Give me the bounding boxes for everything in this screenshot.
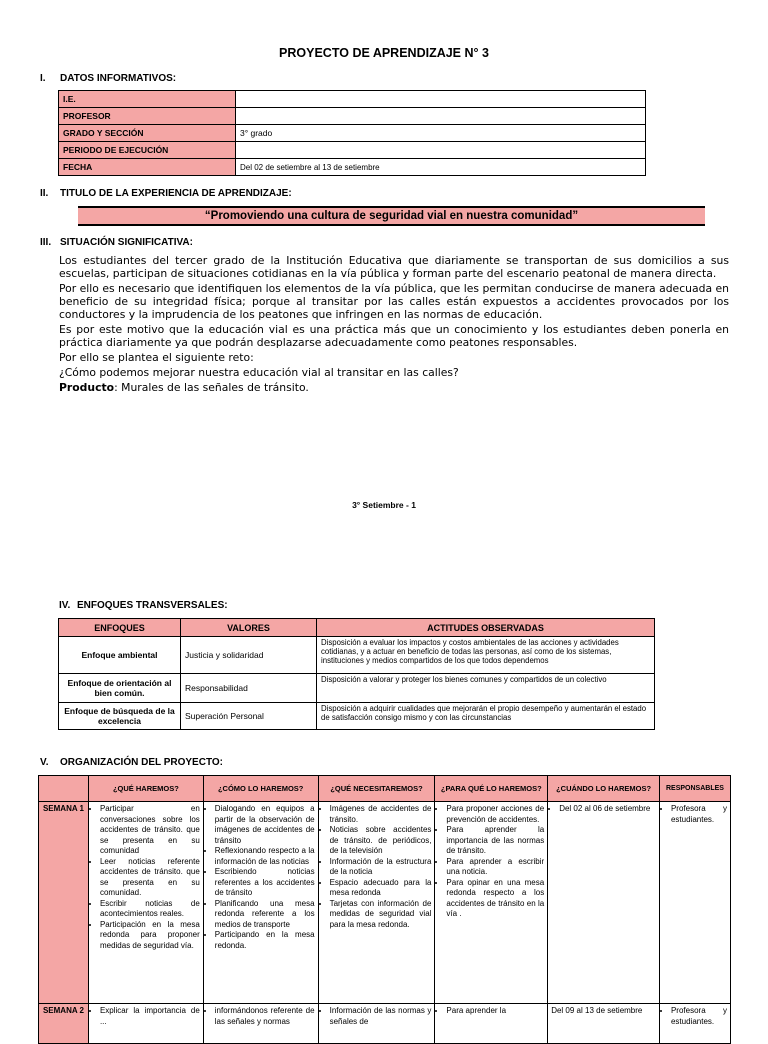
enfoque-actitud: Disposición a valorar y proteger los bienes comunes y compartidos de un colectivo <box>317 674 655 703</box>
table-row <box>39 802 731 1004</box>
cell-necesitaremos <box>318 802 435 1004</box>
col-header-cuando: ¿CUÁNDO LO HAREMOS? <box>548 776 660 802</box>
col-header-que: ¿QUÉ HAREMOS? <box>88 776 203 802</box>
enfoque-valor: Justicia y solidaridad <box>181 637 317 674</box>
section-label: DATOS INFORMATIVOS: <box>60 73 177 84</box>
list-item: • Para opinar en una mesa redonda respecto a los accidentes de tránsito en la vía . <box>446 878 544 920</box>
list-item: • Reflexionando respecto a la información de las noticias <box>215 846 315 867</box>
list-item: • Explicar la importancia de ... <box>100 1006 200 1027</box>
experience-title-banner: “Promoviendo una cultura de seguridad vial en nuestra comunidad” <box>78 206 705 226</box>
list-item: • Dialogando en equipos a partir de la observación de imágenes de accidentes de tránsito <box>215 804 315 846</box>
enfoque-valor: Responsabilidad <box>181 674 317 703</box>
list-item: • Leer noticias referente accidentes de tránsito. que se presenta en su comunidad. <box>100 857 200 899</box>
table-row <box>59 637 655 674</box>
list-item: • Imágenes de accidentes de tránsito. <box>330 804 432 825</box>
challenge-question: ¿Cómo podemos mejorar nuestra educación vial al transitar en las calles? <box>59 366 459 379</box>
col-header-week <box>39 776 89 802</box>
list-item: • Escribir noticias de acontecimientos reales. <box>100 899 200 920</box>
info-row-fecha <box>59 159 646 176</box>
list-item: • Escribiendo noticias referentes a los accidentes de tránsito <box>215 867 315 899</box>
section-label: SITUACIÓN SIGNIFICATIVA: <box>60 237 193 248</box>
table-row <box>59 674 655 703</box>
list <box>438 804 544 920</box>
organization-table <box>38 775 731 1044</box>
col-header-actitudes: ACTITUDES OBSERVADAS <box>317 619 655 637</box>
section-label: TITULO DE LA EXPERIENCIA DE APRENDIZAJE: <box>60 188 292 199</box>
enfoque-valor: Superación Personal <box>181 703 317 730</box>
cell-como <box>203 802 318 1004</box>
list <box>438 1006 544 1017</box>
info-value: Del 02 de setiembre al 13 de setiembre <box>236 159 646 176</box>
list-item: • Tarjetas con información de medidas de seguridad vial para la mesa redonda. <box>330 899 432 931</box>
enfoque-name: Enfoque ambiental <box>59 637 181 674</box>
page-footer-note: 3° Setiembre - 1 <box>352 500 416 510</box>
section-number: IV. <box>59 600 71 611</box>
col-header-responsables: RESPONSABLES <box>659 776 730 802</box>
list-item: • Participar en conversaciones sobre los accidentes de tránsito. que se presenta en su comunidad <box>100 804 200 857</box>
page-title: PROYECTO DE APRENDIZAJE N° 3 <box>279 46 489 60</box>
section-organizacion <box>40 757 223 768</box>
list-item: • Participando en la mesa redonda. <box>215 930 315 951</box>
info-value <box>236 108 646 125</box>
enfoques-table <box>58 618 655 730</box>
section-titulo <box>40 188 292 199</box>
org-header-row <box>39 776 731 802</box>
list-item: • Planificando una mesa redonda referente a los medios de transporte <box>215 899 315 931</box>
section-label: ENFOQUES TRANSVERSALES: <box>77 600 228 611</box>
list-item: • Información de la estructura de la noticia <box>330 857 432 878</box>
info-label: FECHA <box>59 159 236 176</box>
col-header-necesitaremos: ¿QUÉ NECESITAREMOS? <box>318 776 435 802</box>
product-line <box>59 381 729 394</box>
list-item: • Para aprender la importancia de las normas de tránsito. <box>446 825 544 857</box>
situation-paragraph: Por ello es necesario que identifiquen los elementos de la vía pública, que les permitan conducirse de manera adecuada en beneficio de su integridad física; porque al transitar por las calles están expuestos a accidentes provocados por los conductores y la imprudencia de los peatones que infringen en las normas de educación. <box>59 282 729 321</box>
info-label: PERIODO DE EJECUCIÓN <box>59 142 236 159</box>
info-label: I.E. <box>59 91 236 108</box>
list-item: • Para aprender a escribir una noticia. <box>446 857 544 878</box>
col-header-enfoques: ENFOQUES <box>59 619 181 637</box>
list-item: • Noticias sobre accidentes de tránsito. de periódicos, de la televisión <box>330 825 432 857</box>
enfoque-actitud: Disposición a adquirir cualidades que mejorarán el propio desempeño y aumentarán el estado de satisfacción consigo mismo y con las circunstancias <box>317 703 655 730</box>
info-row-profesor <box>59 108 646 125</box>
info-table <box>58 90 646 176</box>
situation-paragraph: Los estudiantes del tercer grado de la Institución Educativa que diariamente se transportan de sus domicilios a sus escuelas, participan de situaciones cotidianas en la vía pública y forman parte del escenario peatonal de manera directa. <box>59 254 729 280</box>
list-item: • informándonos referente de las señales y normas <box>215 1006 315 1027</box>
list-item: • Profesora y estudiantes. <box>671 804 727 825</box>
cell-cuando <box>548 802 660 1004</box>
info-label: PROFESOR <box>59 108 236 125</box>
enfoque-name: Enfoque de búsqueda de la excelencia <box>59 703 181 730</box>
info-row-periodo <box>59 142 646 159</box>
product-label: Producto <box>59 381 115 394</box>
week-label: SEMANA 2 <box>39 1004 89 1044</box>
situation-text <box>59 254 729 396</box>
list-item: • Para proponer acciones de prevención de accidentes. <box>446 804 544 825</box>
situation-paragraph: Es por este motivo que la educación vial es una práctica más que un conocimiento y los estudiantes deben ponerla en práctica diariamente ya que podrán desplazarse adecuadamente como peatones responsables. <box>59 323 729 349</box>
table-row <box>59 703 655 730</box>
info-value <box>236 142 646 159</box>
section-label: ORGANIZACIÓN DEL PROYECTO: <box>60 757 223 768</box>
week-label: SEMANA 1 <box>39 802 89 1004</box>
info-row-ie <box>59 91 646 108</box>
list <box>322 804 432 930</box>
cell-cuando: Del 09 al 13 de setiembre <box>548 1004 660 1044</box>
list-item: • Participación en la mesa redonda para proponer medidas de seguridad vía. <box>100 920 200 952</box>
section-number: V. <box>40 757 49 768</box>
info-row-grado <box>59 125 646 142</box>
enfoque-name: Enfoque de orientación al bien común. <box>59 674 181 703</box>
section-datos-informativos <box>40 73 176 84</box>
info-value: 3° grado <box>236 125 646 142</box>
section-number: III. <box>40 237 52 248</box>
info-label: GRADO Y SECCIÓN <box>59 125 236 142</box>
product-text: : Murales de las señales de tránsito. <box>114 381 309 394</box>
list <box>551 804 656 815</box>
situation-paragraph: Por ello se plantea el siguiente reto: <box>59 351 254 364</box>
list-item: • Espacio adecuado para la mesa redonda <box>330 878 432 899</box>
col-header-valores: VALORES <box>181 619 317 637</box>
list-item: • Del 02 al 06 de setiembre <box>559 804 656 815</box>
section-number: II. <box>40 188 49 199</box>
section-enfoques <box>59 600 228 611</box>
list <box>207 804 315 951</box>
cell-responsables <box>659 802 730 1004</box>
enfoque-actitud: Disposición a evaluar los impactos y costos ambientales de las acciones y actividades cotidianas, y a actuar en beneficio de todas las personas, así como de los sistemas, instituciones y medios compartidos de los que todos dependemos <box>317 637 655 674</box>
list <box>663 804 727 825</box>
col-header-como: ¿CÓMO LO HAREMOS? <box>203 776 318 802</box>
col-header-para: ¿PARA QUÉ LO HAREMOS? <box>435 776 548 802</box>
list-item: • Información de las normas y señales de <box>330 1006 432 1027</box>
section-number: I. <box>40 73 46 84</box>
section-situacion <box>40 237 193 248</box>
list <box>92 804 200 951</box>
info-value <box>236 91 646 108</box>
list-item: • Para aprender la <box>446 1006 544 1017</box>
enfoques-header-row <box>59 619 655 637</box>
list-item: • Profesora y estudiantes. <box>671 1006 727 1027</box>
cell-para <box>435 802 548 1004</box>
cell-que <box>88 802 203 1004</box>
